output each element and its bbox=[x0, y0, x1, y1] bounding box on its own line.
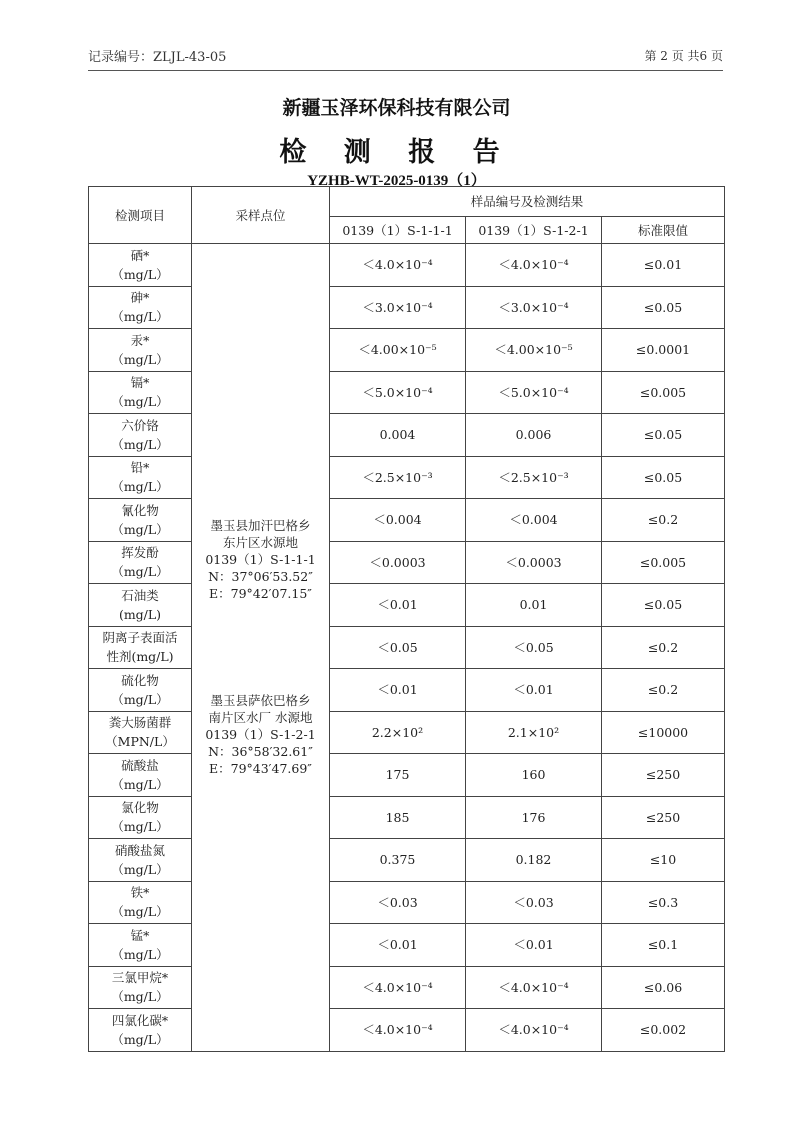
test-item bbox=[89, 1009, 192, 1052]
page-number: 第 2 页 共6 页 bbox=[644, 49, 723, 63]
test-item bbox=[89, 541, 192, 584]
standard-limit: ≤250 bbox=[602, 754, 725, 797]
test-item-name: 硫酸盐 bbox=[121, 757, 159, 773]
result-sample-1: 0.375 bbox=[330, 839, 466, 882]
result-sample-2: 0.006 bbox=[466, 414, 602, 457]
sampling-location bbox=[192, 517, 329, 602]
location-line: 东片区水源地 bbox=[222, 535, 298, 551]
test-item bbox=[89, 371, 192, 414]
standard-limit: ≤0.06 bbox=[602, 966, 725, 1009]
test-item bbox=[89, 839, 192, 882]
test-item-name: 砷* bbox=[130, 290, 150, 306]
test-item-unit: （mg/L） bbox=[111, 776, 169, 792]
header-item: 检测项目 bbox=[89, 187, 192, 244]
location-line: 0139（1）S-1-1-1 bbox=[205, 552, 316, 568]
test-item-name: 镉* bbox=[130, 375, 150, 391]
test-item bbox=[89, 244, 192, 287]
test-item-unit: （mg/L） bbox=[111, 904, 169, 920]
table-row bbox=[89, 839, 725, 882]
test-item-unit: （mg/L） bbox=[111, 351, 169, 367]
test-item-unit: （mg/L） bbox=[111, 521, 169, 537]
test-item bbox=[89, 881, 192, 924]
table-row bbox=[89, 456, 725, 499]
standard-limit: ≤0.005 bbox=[602, 541, 725, 584]
header-sample-1: 0139（1）S-1-1-1 bbox=[330, 217, 466, 244]
test-item bbox=[89, 711, 192, 754]
table-row bbox=[89, 796, 725, 839]
result-sample-1: ＜0.01 bbox=[330, 924, 466, 967]
result-sample-2: 176 bbox=[466, 796, 602, 839]
report-title: 检 测 报 告 bbox=[279, 137, 514, 168]
table-row bbox=[89, 541, 725, 584]
test-item bbox=[89, 626, 192, 669]
test-item-unit: （mg/L） bbox=[111, 479, 169, 495]
test-item-name: 氯化物 bbox=[121, 800, 159, 816]
table-row bbox=[89, 1009, 725, 1052]
standard-limit: ≤0.2 bbox=[602, 626, 725, 669]
result-sample-2: ＜4.00×10⁻⁵ bbox=[466, 329, 602, 372]
standard-limit: ≤0.0001 bbox=[602, 329, 725, 372]
report-number: YZHB-WT-2025-0139（1） bbox=[307, 173, 486, 189]
result-sample-2: ＜4.0×10⁻⁴ bbox=[466, 244, 602, 287]
result-sample-2: ＜2.5×10⁻³ bbox=[466, 456, 602, 499]
result-sample-2: ＜0.03 bbox=[466, 881, 602, 924]
table-row bbox=[89, 924, 725, 967]
table-row bbox=[89, 329, 725, 372]
test-item bbox=[89, 796, 192, 839]
test-item-name: 六价铬 bbox=[121, 417, 159, 433]
test-item-name: 硝酸盐氮 bbox=[114, 842, 165, 858]
location-line: 墨玉县萨依巴格乡 bbox=[210, 693, 311, 709]
standard-limit: ≤0.05 bbox=[602, 584, 725, 627]
standard-limit: ≤10 bbox=[602, 839, 725, 882]
location-line: N：36°58′32.61″ bbox=[208, 744, 313, 760]
standard-limit: ≤0.005 bbox=[602, 371, 725, 414]
standard-limit: ≤0.002 bbox=[602, 1009, 725, 1052]
result-sample-1: ＜4.0×10⁻⁴ bbox=[330, 1009, 466, 1052]
result-sample-2: 160 bbox=[466, 754, 602, 797]
standard-limit: ≤10000 bbox=[602, 711, 725, 754]
test-item-name: 阴离子表面活 bbox=[102, 630, 178, 646]
test-item-name: 铁* bbox=[130, 885, 150, 901]
sampling-location bbox=[192, 692, 329, 777]
test-item-name: 石油类 bbox=[121, 587, 159, 603]
test-item-name: 铅* bbox=[130, 460, 150, 476]
test-item-unit: （MPN/L） bbox=[105, 734, 175, 750]
test-item-unit: （mg/L） bbox=[111, 309, 169, 325]
test-item-unit: （mg/L） bbox=[111, 989, 169, 1005]
table-row bbox=[89, 669, 725, 712]
result-sample-1: ＜2.5×10⁻³ bbox=[330, 456, 466, 499]
location-line: 南片区水厂 水源地 bbox=[208, 710, 313, 726]
result-sample-2: 0.182 bbox=[466, 839, 602, 882]
results-table bbox=[88, 186, 725, 1052]
table-row bbox=[89, 244, 725, 287]
standard-limit: ≤0.05 bbox=[602, 286, 725, 329]
test-item-unit: （mg/L） bbox=[111, 266, 169, 282]
table-row bbox=[89, 711, 725, 754]
location-line: E：79°42′07.15″ bbox=[209, 586, 312, 602]
result-sample-2: 2.1×10² bbox=[466, 711, 602, 754]
standard-limit: ≤0.3 bbox=[602, 881, 725, 924]
location-line: E：79°43′47.69″ bbox=[209, 761, 312, 777]
location-line: 0139（1）S-1-2-1 bbox=[205, 727, 316, 743]
standard-limit: ≤0.01 bbox=[602, 244, 725, 287]
standard-limit: ≤0.2 bbox=[602, 669, 725, 712]
test-item bbox=[89, 669, 192, 712]
standard-limit: ≤0.1 bbox=[602, 924, 725, 967]
test-item-name: 硫化物 bbox=[121, 672, 159, 688]
test-item bbox=[89, 329, 192, 372]
record-number: 记录编号：ZLJL-43-05 bbox=[88, 50, 227, 65]
result-sample-1: ＜0.0003 bbox=[330, 541, 466, 584]
sampling-locations bbox=[192, 244, 330, 1052]
result-sample-1: ＜4.00×10⁻⁵ bbox=[330, 329, 466, 372]
header-results: 样品编号及检测结果 bbox=[330, 187, 725, 217]
table-row bbox=[89, 881, 725, 924]
result-sample-2: 0.01 bbox=[466, 584, 602, 627]
result-sample-1: ＜0.004 bbox=[330, 499, 466, 542]
test-item-unit: （mg/L） bbox=[111, 819, 169, 835]
test-item bbox=[89, 456, 192, 499]
test-item-unit: （mg/L） bbox=[111, 1031, 169, 1047]
test-item-unit: （mg/L） bbox=[111, 691, 169, 707]
test-item bbox=[89, 286, 192, 329]
location-line: N：37°06′53.52″ bbox=[208, 569, 313, 585]
test-item-unit: （mg/L） bbox=[111, 394, 169, 410]
test-item-name: 粪大肠菌群 bbox=[108, 715, 172, 731]
result-sample-2: ＜0.01 bbox=[466, 669, 602, 712]
header-sample-2: 0139（1）S-1-2-1 bbox=[466, 217, 602, 244]
test-item-name: 氰化物 bbox=[121, 502, 159, 518]
result-sample-2: ＜3.0×10⁻⁴ bbox=[466, 286, 602, 329]
result-sample-1: ＜0.05 bbox=[330, 626, 466, 669]
test-item-unit: （mg/L） bbox=[111, 946, 169, 962]
result-sample-2: ＜0.0003 bbox=[466, 541, 602, 584]
result-sample-1: ＜4.0×10⁻⁴ bbox=[330, 966, 466, 1009]
test-item-unit: (mg/L) bbox=[118, 606, 162, 622]
standard-limit: ≤0.05 bbox=[602, 414, 725, 457]
result-sample-2: ＜4.0×10⁻⁴ bbox=[466, 966, 602, 1009]
standard-limit: ≤0.05 bbox=[602, 456, 725, 499]
result-sample-1: 2.2×10² bbox=[330, 711, 466, 754]
table-row bbox=[89, 286, 725, 329]
table-row bbox=[89, 584, 725, 627]
standard-limit: ≤250 bbox=[602, 796, 725, 839]
test-item-name: 硒* bbox=[130, 247, 150, 263]
result-sample-2: ＜4.0×10⁻⁴ bbox=[466, 1009, 602, 1052]
test-item-name: 三氯甲烷* bbox=[111, 970, 169, 986]
test-item-unit: （mg/L） bbox=[111, 861, 169, 877]
result-sample-1: ＜0.01 bbox=[330, 669, 466, 712]
result-sample-1: 175 bbox=[330, 754, 466, 797]
result-sample-2: ＜0.05 bbox=[466, 626, 602, 669]
result-sample-2: ＜0.01 bbox=[466, 924, 602, 967]
table-row bbox=[89, 499, 725, 542]
result-sample-1: 185 bbox=[330, 796, 466, 839]
test-item bbox=[89, 754, 192, 797]
test-item-unit: （mg/L） bbox=[111, 436, 169, 452]
table-row bbox=[89, 754, 725, 797]
company-name: 新疆玉泽环保科技有限公司 bbox=[282, 97, 511, 119]
test-item-name: 四氯化碳* bbox=[111, 1012, 169, 1028]
header-location: 采样点位 bbox=[192, 187, 330, 244]
test-item bbox=[89, 924, 192, 967]
test-item bbox=[89, 584, 192, 627]
test-item bbox=[89, 414, 192, 457]
result-sample-2: ＜5.0×10⁻⁴ bbox=[466, 371, 602, 414]
result-sample-1: ＜5.0×10⁻⁴ bbox=[330, 371, 466, 414]
result-sample-1: ＜3.0×10⁻⁴ bbox=[330, 286, 466, 329]
table-row bbox=[89, 966, 725, 1009]
test-item-unit: （mg/L） bbox=[111, 564, 169, 580]
result-sample-1: ＜0.01 bbox=[330, 584, 466, 627]
test-item-name: 挥发酚 bbox=[121, 545, 159, 561]
header-divider bbox=[88, 70, 723, 71]
result-sample-1: 0.004 bbox=[330, 414, 466, 457]
test-item bbox=[89, 966, 192, 1009]
table-row bbox=[89, 414, 725, 457]
test-item-name: 锰* bbox=[130, 927, 150, 943]
test-item-name: 汞* bbox=[130, 332, 150, 348]
test-item bbox=[89, 499, 192, 542]
result-sample-1: ＜4.0×10⁻⁴ bbox=[330, 244, 466, 287]
standard-limit: ≤0.2 bbox=[602, 499, 725, 542]
results-body bbox=[89, 244, 725, 1052]
result-sample-1: ＜0.03 bbox=[330, 881, 466, 924]
table-row bbox=[89, 371, 725, 414]
result-sample-2: ＜0.004 bbox=[466, 499, 602, 542]
test-item-unit: 性剂(mg/L) bbox=[106, 649, 174, 665]
location-line: 墨玉县加汗巴格乡 bbox=[210, 518, 311, 534]
header-limit: 标准限值 bbox=[602, 217, 725, 244]
table-row bbox=[89, 626, 725, 669]
